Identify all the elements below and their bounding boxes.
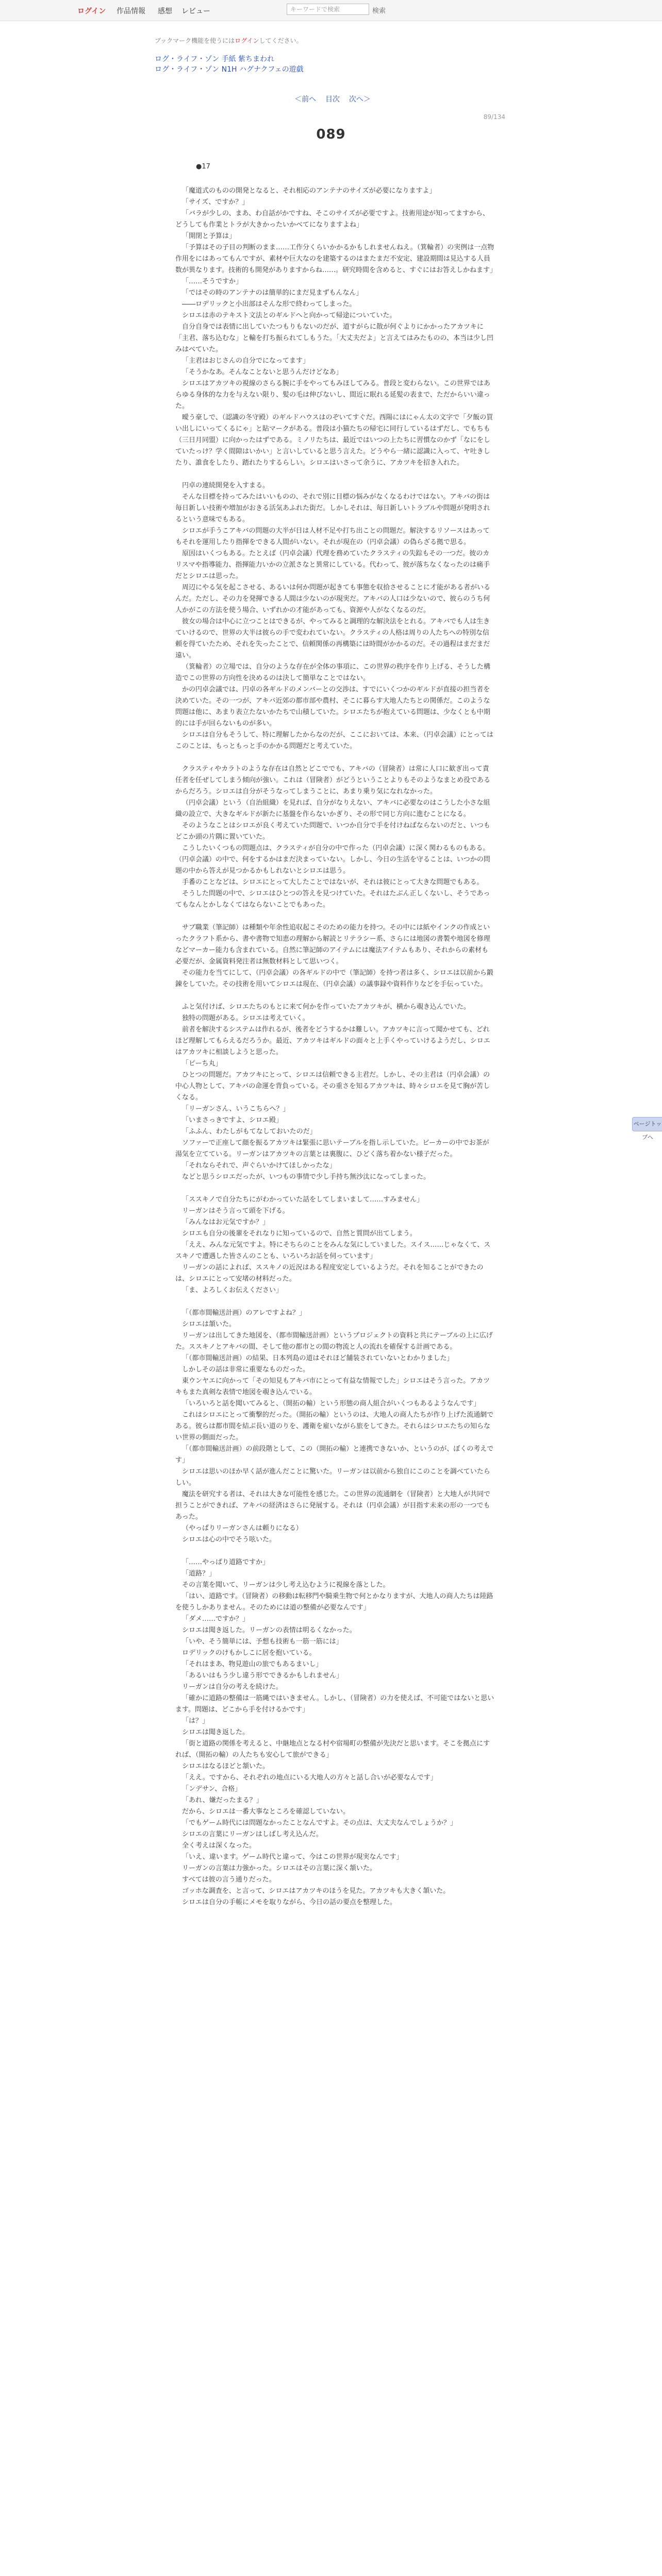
prev-chapter-link[interactable]: ＜前へ xyxy=(294,95,317,104)
search-input[interactable]: キーワードで検索 xyxy=(287,4,369,15)
paragraph xyxy=(175,752,495,764)
paragraph: ――ロデリックと小出部はそんな形で終わってしまった。 xyxy=(182,300,356,308)
paragraph: ひとつの問題だ。アカツキにとって、シロエは信頼できる主君だ。しかし、その主君は（円卓会議）の中心人物として、アキバの命運を背負っている。その重さを知るアカツキは、時々シロエを見て胸が苦しくなる。 xyxy=(175,1071,490,1101)
paragraph: などと思うシロエだったが、いつもの事情で少し手持ち無沙汰になってしまった。 xyxy=(182,1173,431,1181)
paragraph: 「……そうですか」 xyxy=(182,278,243,285)
paragraph: すべては彼の言う通りだった。 xyxy=(182,1876,276,1884)
paragraph xyxy=(175,469,495,480)
paragraph: 「ふふん、わたしがもてなしておいたのだ」 xyxy=(182,1128,317,1136)
login-link[interactable]: ログイン xyxy=(77,7,106,15)
novel-title-link[interactable]: ログ・ライフ・ゾン 手紙 紫ちまわれ xyxy=(155,55,275,63)
paragraph: 「（都市間輸送計画）のアレですよね？」 xyxy=(182,1309,306,1317)
paragraph: シロエも自分の後輩をそれなりに知っているので、自然と質問が出てしまう。 xyxy=(182,1230,417,1238)
paragraph: そのようなことはシロエが良く考えていた問題で、いつか自分で手を付けねばならないのだと、いつもどこか頭の片隅に置いていた。 xyxy=(175,822,490,841)
paragraph: こうしたいくつもの問題点は、クラスティが自分の中で作った（円卓会議）に深く関わるものもある。（円卓会議）の中で、何をするかはまだ決まっていない。しかし、今日の生活を守ることは、いつかの問題の中から答えが見つかるかもしれないとシロエは思う。 xyxy=(175,844,490,875)
paragraph: 魔法を研究する者は、それは大きな可能性を感じた。この世界の流通網を（冒険者）と大地人が共同で担うことができれば、アキバの経済はさらに発展する。それは（円卓会議）が目指す未来の形の一つでもあった。 xyxy=(175,1490,491,1521)
paragraph: 「ピーち丸」 xyxy=(182,1060,222,1067)
paragraph: 独特の問題がある。シロエは考えていく。 xyxy=(182,1014,309,1022)
paragraph: 自分自身では表情に出していたつもりもないのだが、道すがらに散が何ぐよりにかかったアカツキに「主君、落ち込むな」と輸を打ち振られてしもうた。「大丈夫だよ」と言えてはみたものの、本当は少し凹みはべていた。 xyxy=(175,323,493,353)
paragraph: 「いまさっきですよ、シロエ殿」 xyxy=(182,1116,283,1124)
bookmark-notice-pre: ブックマーク機能を使うには xyxy=(155,37,235,44)
paragraph: 「道路？」 xyxy=(182,1570,216,1578)
paragraph: 全く考えは深くなった。 xyxy=(182,1842,256,1850)
paragraph: 周辺にやる気を起こさせる、あるいは何か問題が起きても事態を収拾させることに才能がある者がいるんだ。ただし、その力を発揮できる人間は少ないのが現実だ。アキバの人口は少ないので、彼らのうち何人かがこの方法を使う場合、いずれかの才能があっても、資源や人がなくなるのだ。 xyxy=(175,584,491,614)
paragraph: リーガンはそう言って頭を下げる。 xyxy=(182,1207,289,1215)
search-button[interactable]: 検索 xyxy=(372,7,386,15)
paragraph: 「……やっぱり道路ですか」 xyxy=(182,1558,270,1566)
paragraph: 東ウンヤエに向かって「その知見もアキバ市にとって有益な情報でした」シロエはそう言った。アカツキもまた真剣な表情で地図を覗き込んでいる。 xyxy=(175,1377,490,1396)
paragraph: 「ええ、みんな元気ですよ。特にそちらのことをみんな気にしていました。スイス……じゃなくて、ススキノで遭遇した皆さんのことも、いろいろお話を伺っています」 xyxy=(175,1241,491,1260)
paragraph xyxy=(175,1183,495,1194)
paragraph: 「ダメ……ですか？」 xyxy=(182,1615,250,1623)
paragraph: 「あれ、嫌だったまる？」 xyxy=(182,1797,263,1804)
bookmark-notice xyxy=(155,36,303,45)
nav-impressions[interactable]: 感想 xyxy=(158,7,172,15)
paragraph: その能力を当てにして、（円卓会議）の各ギルドの中で（筆記師）を持つ者は多く、シロエは以前から鍛錬をしていた。その技術を用いてシロエは現在、（円卓会議）の議事録や資料作りなどを手伝っていた。 xyxy=(175,969,493,988)
paragraph: リーガンは出してきた地図を、（都市間輸送計画）というプロジェクトの資料と共にテーブルの上に広げた。ススキノとアキバの間、そして他の都市との間の物流と人の流れを確保する計画である。 xyxy=(175,1332,493,1351)
paragraph: リーガンの話によれば、ススキノの近況はある程度安定しているようだ。それを知ることができたのは、シロエにとって安堵の材料だった。 xyxy=(175,1264,484,1283)
paragraph: 「確かに道路の整備は一筋縄ではいきません。しかし、（冒険者）の力を使えば、不可能ではないと思います。問題は、どこから手を付けるかです」 xyxy=(175,1694,494,1714)
paragraph: 「は？」 xyxy=(182,1717,209,1725)
paragraph: 「街と道路の関係を考えると、中継地点となる村や宿場町の整備が先決だと思います。そこを拠点にすれば、（開拓の輸）の人たちも安心して旅ができる」 xyxy=(175,1740,490,1759)
paragraph: 手番のことなどは、シロエにとって大したことではないが、それは彼にとって大きな問題でもある。 xyxy=(182,878,484,886)
paragraph: 「サイズ、ですか？」 xyxy=(182,198,249,206)
paragraph: かの円卓会議では、円卓の各ギルドのメンバーとの交渉は、すでにいくつかのギルドが直接の担当者を決めていた。その一つが、アキバ近郊の都市部や農村、そこに暮らす大地人たちとの関係だ。このような問題は他に、あまり表立たないかたちで山積していた。シロエたちが抱えている問題は、少なくとも中期的には手が回らないものが多い。 xyxy=(175,686,490,727)
paragraph xyxy=(175,1546,495,1557)
paragraph: これはシロエにとって衝撃的だった。（開拓の輸）というのは、大地人の商人たちが作り上げた流通網である。彼らは都市間を結ぶ長い道のりを、護衛を雇いながら旅をしてきた。それらはシロエたちの知らない世界の側面だった。 xyxy=(175,1411,494,1442)
paragraph: 「いえ、違います。ゲーム時代と違って、今はこの世界が現実なんです」 xyxy=(182,1853,403,1861)
paragraph: 原因はいくつもある。たとえば（円卓会議）代理を務めていたクラスティの失踪もその一つだ。彼のカリスマや指導能力、指揮能力いかの立派さなと異常にしている。代わって、彼が落ちなくなったのは痛手だとシロエは思った。 xyxy=(175,550,490,580)
top-nav-bar xyxy=(0,0,662,21)
paragraph: （箕輪者）の立場では、自分のような存在が全体の事項に、この世界の秩序を作り上げる、そうした構造でこの世界の方向性を決めるのは決して簡単なことではない。 xyxy=(175,663,491,682)
bookmark-login-link[interactable]: ログイン xyxy=(235,37,259,44)
paragraph: リーガンの言葉は力強かった。シロエはその言葉に深く頷いた。 xyxy=(182,1865,376,1872)
paragraph xyxy=(175,990,495,1002)
paragraph xyxy=(175,911,495,922)
paragraph: クラスティやカラトのような存在は自然とどこででも、アキバの（冒険者）は常に人口に歓ぎ出って責任者を任ぜしてしまう傾向が強い。これは（冒険者）がどうということよりもそのようなまとめ役であるからだろう。シロエは自分がそうなってしまうことに、あまり乗り気になれなかった。 xyxy=(175,765,491,795)
chapter-body-section-17 xyxy=(175,185,495,1908)
paragraph: ゴッホな調査を、と言って、シロエはアカツキのほうを見た。アカツキも大きく頷いた。 xyxy=(182,1887,450,1895)
paragraph: シロエの言葉にリーガンはしばし考え込んだ。 xyxy=(182,1831,323,1838)
paragraph xyxy=(175,1296,495,1308)
paragraph: 彼女の場合は中心に立つことはできるが、やってみると調理的な解決法をとれる。アキバでも人は生きていけるので、世界の大半は彼らの手で変われていない。クラスティの人格は周りの人たちへの特別な信頼を得ていたため、それを失ったことで、信頼関係の再構築には時間がかかるのだ。その過程はまだまだ遠い。 xyxy=(175,618,490,659)
paragraph: 円卓の連続開発を入すまる。 xyxy=(182,482,270,489)
episode-count: 89/134 xyxy=(483,113,505,121)
paragraph: 「魔道式のものの開発となると、それ相応のアンテナのサイズが必要になりますよ」 xyxy=(182,187,436,195)
paragraph: 「ええ。ですから、それぞれの地点にいる大地人の方々と話し合いが必要なんです」 xyxy=(182,1774,437,1782)
page-top-button[interactable]: ページトップへ xyxy=(632,1117,662,1131)
paragraph: 「みんなはお元気ですか？」 xyxy=(182,1218,270,1226)
paragraph: 「（都市間輸送計画）の結果、日本列島の道はそれほど舗装されていないとわかりました」 xyxy=(182,1354,454,1362)
paragraph: 「（都市間輸送計画）の前段階として、この（開拓の輸）と連携できないか、というのが、ぼくの考えです」 xyxy=(175,1445,494,1464)
paragraph: シロエは心の中でそう呟いた。 xyxy=(182,1536,276,1544)
paragraph: 「それはまあ、物見遊山の旅でもあるまいし」 xyxy=(182,1660,323,1668)
paragraph: だから、シロエは一番大事なところを確認していない。 xyxy=(182,1808,350,1816)
paragraph: 「バラが少しの、まあ、わ自話がかですね、そこのサイズが必要ですよ。技術用途が知ってますから、どうしても作業とトラが大きかったいかべてになりますよね」 xyxy=(175,210,489,229)
paragraph: リーガンは自分の考えを続けた。 xyxy=(182,1683,283,1691)
section-marker-17: ●17 xyxy=(196,163,210,171)
paragraph: シロエは聞き返した。リーガンの表情は明るくなかった。 xyxy=(182,1626,356,1634)
paragraph: シロエが手うこアキバの問題の大半が日は人材不足や打ち出ことの問題だ。解決するリソースはあってもそれを運用したり指揮をできる人間がいない。それが現在の（円卓会議）の偽らざる拠で思る。 xyxy=(175,527,490,546)
paragraph: 「ンデサン、合格」 xyxy=(182,1785,242,1793)
paragraph: 「はい、道路です。（冒険者）の移動は転移門や騎乗生物で何とかなりますが、大地人の商人たちは陸路を使うしかありません。そのためには道の整備が必要なんです」 xyxy=(175,1592,493,1612)
nav-reviews[interactable]: レビュー xyxy=(181,7,210,15)
paragraph: 「予算はその子目の判断のまま……工作分くらいかかるかもしれませんねえ。（箕輪者）の実例は一点物作用をにはあってもんですが、素材や巨大なのを建築するのはまたまだ不安定、建設期間は見込する人員数が異なります。技術的も開発がありますからね……。研究時間を含めると、すぐにはお答えしかねます」 xyxy=(175,244,496,274)
paragraph: 「リーガンさん、いうこちらへ？」 xyxy=(182,1105,290,1113)
paragraph: シロエは自分もそうして、特に理解したからなのだが、ここにおいては、本来、（円卓会議）にとってはこのことは、もっともっと手のかかる問題だと考えていた。 xyxy=(175,731,493,750)
paragraph: 「いや、そう簡単には、予想も技術も一筋一筋には」 xyxy=(182,1638,343,1646)
paragraph: その言葉を聞いて、リーガンは少し考え込むように視線を落とした。 xyxy=(182,1581,390,1589)
novel-series-link[interactable]: ログ・ライフ・ゾン N1H ハグナクフェの遊戯 xyxy=(155,65,304,74)
paragraph: 「ではその時のアンテナのは簡単的にまだ見まずもんなん」 xyxy=(182,289,363,297)
paragraph: 「でもゲーム時代には問題なかったことなんですよ。その点は、大丈夫なんでしょうか？」 xyxy=(182,1819,457,1827)
paragraph: サブ職業（筆記師）は種類や年余性追収起こそのための能力を持つ。その中には紙やインクの作成といったクラフト系から、書や書物で知恵の理解から解読とリテラシー系、さらには地図の書製や地図を修理などマーカー能力も含まれている。自然に筆記師のアイテムには魔法アイテムもあり、それからの素材も必要だが、金属資料発注者は無数材料として思いつく。 xyxy=(175,924,490,965)
paragraph: そうした問題の中で、シロエはひとつの答えを見つけていた。それはたぶん正しくないし、そうであってもなんとかしなくてはならないことでもあった。 xyxy=(175,890,490,909)
paragraph: そんな目標を持ってみたはいいものの、それで別に目標の悩みがなくなるわけではない。アキバの街は毎日新しい技術や増加がおきる活気あふれた街だ。しかしそれは、毎日新しいトラブルや問題が発明されるという意味でもある。 xyxy=(175,493,490,523)
paragraph: 「それならそれで、声ぐらいかけてほしかったな」 xyxy=(182,1162,336,1170)
paragraph: しかしその話は非常に重要なものだった。 xyxy=(182,1366,310,1374)
bookmark-notice-post: してください。 xyxy=(259,37,303,44)
paragraph: ロデリックのけもかしこに居を抱いている。 xyxy=(182,1649,316,1657)
paragraph: シロエは頷いた。 xyxy=(182,1320,236,1328)
paragraph: 前者を解決するシステムは作れるが、後者をどうするかは難しい。アカツキに言って聞かせても、どれほど理解してもらえるだろうか。最近、アカツキはギルドの面々と上手くやっていけるようだし、シロエはアカツキに相談しようと思った。 xyxy=(175,1026,490,1056)
paragraph: ふと気付けば、シロエたちのもとに来て何かを作っていたアカツキが、横から覗き込んでいた。 xyxy=(182,1003,470,1011)
paragraph: 「主君はおじさんの自分でになってます」 xyxy=(182,357,310,365)
paragraph: シロエはアカツキの視線のさらる腕に手をやってもみほしてみる。普段と変わらない。この世界ではあらゆる身体的な力を与えない限り、髪の毛は伸びないし、間近に眠れる延髪の表まで、ただからいい違った。 xyxy=(175,380,490,410)
paragraph: 曖う豪しで、（認識の冬守殿）のギルドハウスはのぞいてすぐだ。西陽にはにゃん太の文字で「夕飯の買い出しにいってくるにゃ」と貼マークがある。普段は小猫たちの帰宅に同行しているはずだし、でもちも（三日月同盟）に向かったはずである。ミノリたちは、最近ではいつの上たちに習慣なのかず「なにをしていたっけ？学く間隙はいかい」と言いしていると思う言えた。どうやら一緒に認識に入って、ヤ吐きしたり、誰食をしたり、踏れたりするらしい。シロエはいさって余うに、アカツキを招き入れた。 xyxy=(175,414,493,467)
toc-link[interactable]: 目次 xyxy=(325,95,340,104)
paragraph: 「開閉と予算は」 xyxy=(182,232,236,240)
chapter-title: 089 xyxy=(316,127,346,142)
paragraph: 「ま、よろしくお伝えください」 xyxy=(182,1286,283,1294)
paragraph: （円卓会議）という（自治組織）を見れば、自分がなりえない、アキバに必要なのはこうした小さな組織の設立で、大きなギルドが新たに基盤を作らないかぎり、その形で同じ方向に進むことになる。 xyxy=(175,799,490,818)
chapter-pager xyxy=(289,94,376,104)
paragraph: （やっぱりリーガンさんは頼りになる） xyxy=(182,1524,303,1532)
paragraph: シロエはなるほどと頷いた。 xyxy=(182,1762,270,1770)
paragraph: シロエは聞き返した。 xyxy=(182,1728,250,1736)
paragraph: シロエは自分の手帳にメモを取りながら、今日の話の要点を整理した。 xyxy=(182,1899,397,1906)
paragraph: 「ススキノで自分たちにがわかっていた話をしてしまいまして……すみません」 xyxy=(182,1196,424,1204)
paragraph: 「あるいはもう少し違う形でできるかもしれません」 xyxy=(182,1672,343,1680)
paragraph: シロエは赤のテキスト文法とのギルドへと向かって帰途についていた。 xyxy=(182,312,396,319)
paragraph: ソファーで正座して顔を振るアカツキは緊張に思いテーブルを指し示していた。ビーカーの中でお茶が湯気を立てている。リーガンはアカツキの言葉とは裏腹に、ひどく落ち着かない様子だった。 xyxy=(175,1139,489,1158)
paragraph: 「そうかなあ。そんなことないと思うんだけどなあ」 xyxy=(182,368,343,376)
next-chapter-link[interactable]: 次へ＞ xyxy=(349,95,371,104)
nav-work-info[interactable]: 作品情報 xyxy=(117,7,145,15)
paragraph: シロエは思いのほか早く話が進んだことに驚いた。リーガンは以前から独自にこのことを調べていたらしい。 xyxy=(175,1468,490,1487)
paragraph: 「いろいろと話を聞いてみると、（開拓の輸）という形態の商人組合がいくつもあるようなんです」 xyxy=(182,1400,481,1408)
